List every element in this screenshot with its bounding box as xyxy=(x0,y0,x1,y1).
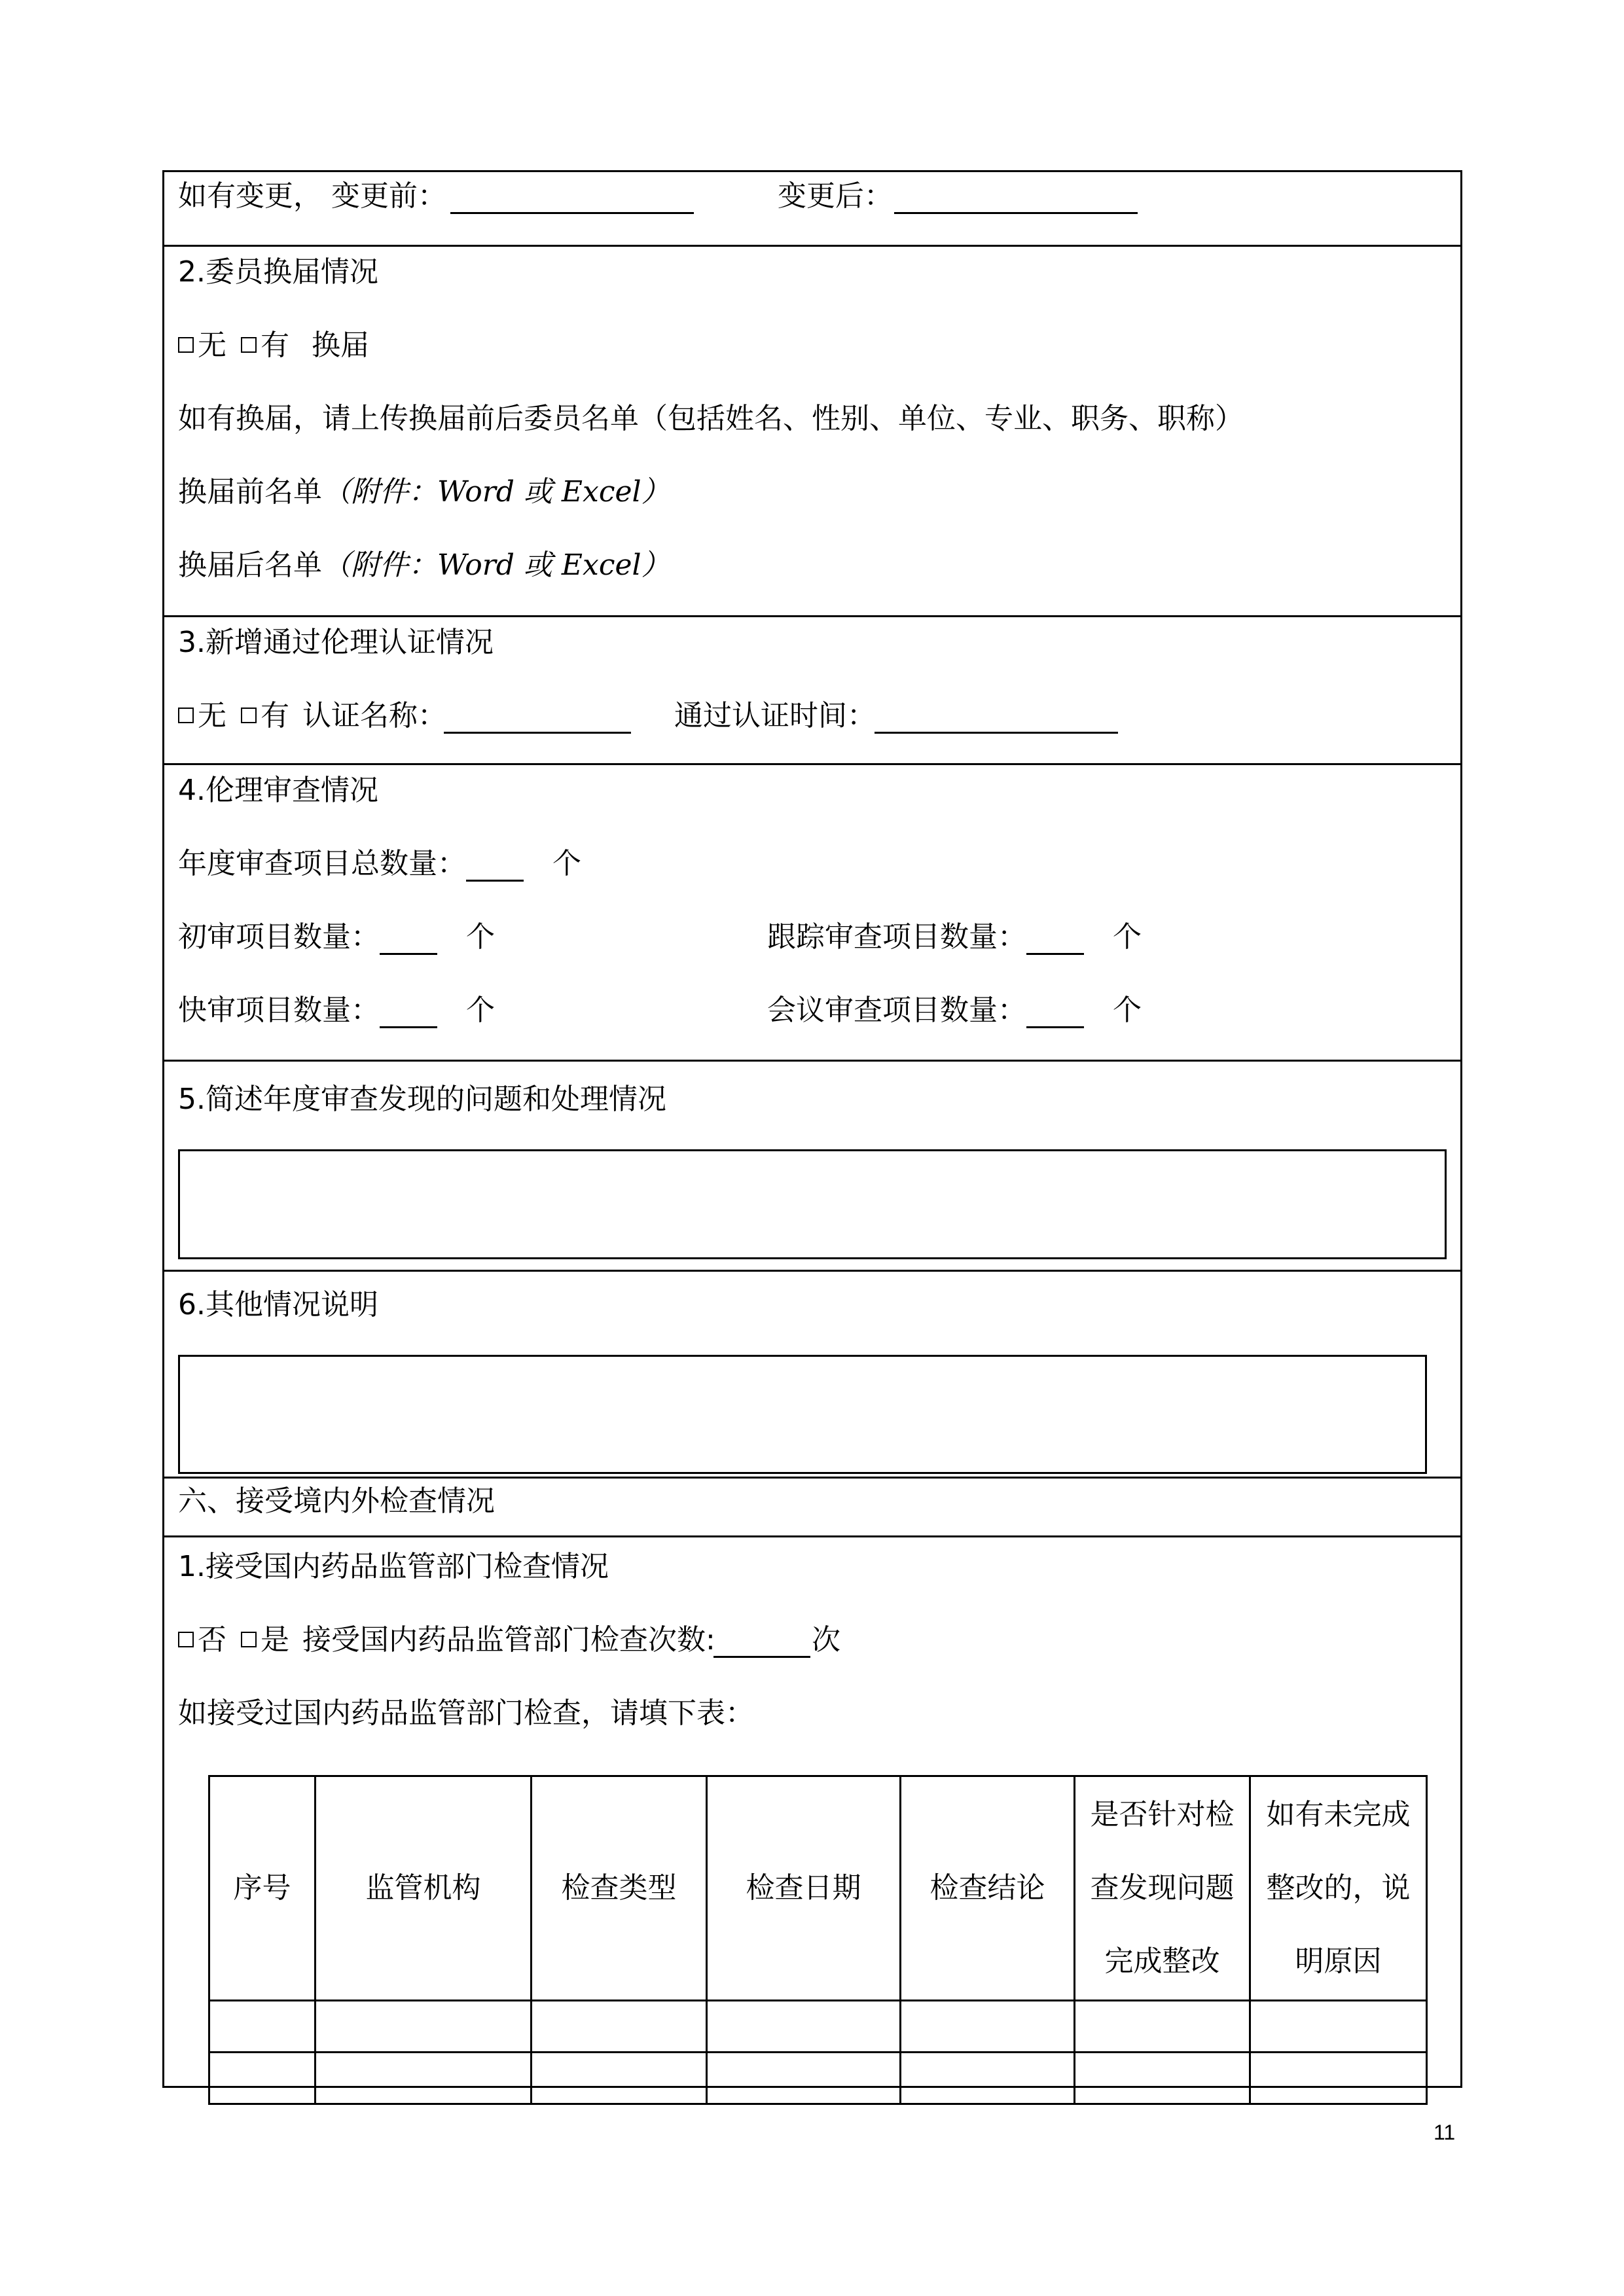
inspection-table xyxy=(208,1775,1428,2105)
change-after-label: 变更后： xyxy=(778,179,893,213)
s4-title: 4.伦理审查情况 xyxy=(178,774,378,807)
table-cell[interactable] xyxy=(1250,2001,1427,2053)
row-divider xyxy=(162,1270,1462,1272)
table-header-row xyxy=(209,1776,1427,2001)
table-cell[interactable] xyxy=(901,2001,1075,2053)
table-cell[interactable] xyxy=(707,2053,901,2104)
row-divider xyxy=(162,1060,1462,1062)
s4-total-label: 年度审查项目总数量： xyxy=(178,847,466,880)
s61-title: 1.接受国内药品监管部门检查情况 xyxy=(178,1550,609,1583)
row-divider xyxy=(162,1535,1462,1537)
s4-fast-blank[interactable] xyxy=(380,1026,437,1028)
s4-initial-unit: 个 xyxy=(466,920,495,954)
s6-title: 6.其他情况说明 xyxy=(178,1288,378,1321)
s61-count-label: 接受国内药品监管部门检查次数: xyxy=(302,1623,715,1657)
s6-textarea[interactable] xyxy=(178,1355,1427,1474)
table-cell[interactable] xyxy=(316,2001,532,2053)
table-cell[interactable] xyxy=(1075,2053,1250,2104)
col-header-agency: 监管机构 xyxy=(316,1776,532,2001)
s3-option-yes[interactable] xyxy=(241,699,289,733)
s3-option-no-label: 无 xyxy=(198,699,226,732)
s61-count-unit: 次 xyxy=(812,1623,840,1657)
s2-after-attachment[interactable]: （附件：Word 或 Excel） xyxy=(322,548,670,582)
s5-title: 5.简述年度审查发现的问题和处理情况 xyxy=(178,1083,666,1116)
checkbox-icon[interactable] xyxy=(241,337,257,353)
s4-meeting-label: 会议审查项目数量： xyxy=(767,994,1026,1027)
s2-instruction: 如有换届，请上传换届前后委员名单（包括姓名、性别、单位、专业、职务、职称） xyxy=(178,402,1244,435)
s2-option-no[interactable] xyxy=(178,329,226,363)
s4-meeting-unit: 个 xyxy=(1113,994,1142,1027)
s2-after-list xyxy=(178,548,670,583)
change-before-blank[interactable] xyxy=(450,212,694,214)
table-cell[interactable] xyxy=(532,2001,707,2053)
s5-textarea[interactable] xyxy=(178,1149,1447,1259)
change-after-blank[interactable] xyxy=(894,212,1138,214)
change-before-label: 如有变更， 变更前： xyxy=(178,179,446,213)
checkbox-icon[interactable] xyxy=(241,1632,257,1647)
table-cell[interactable] xyxy=(209,2053,316,2104)
s61-option-yes[interactable] xyxy=(241,1623,289,1657)
checkbox-icon[interactable] xyxy=(178,708,194,723)
table-cell[interactable] xyxy=(532,2053,707,2104)
s3-option-yes-label: 有 xyxy=(261,699,289,732)
table-cell[interactable] xyxy=(1250,2053,1427,2104)
s4-tracking-label: 跟踪审查项目数量： xyxy=(767,920,1026,954)
s4-initial-label: 初审项目数量： xyxy=(178,920,380,954)
s4-tracking-blank[interactable] xyxy=(1026,953,1084,955)
s61-instruction: 如接受过国内药品监管部门检查，请填下表： xyxy=(178,1696,754,1730)
s3-option-no[interactable] xyxy=(178,699,226,733)
s3-name-label: 认证名称： xyxy=(302,699,446,732)
checkbox-icon[interactable] xyxy=(241,708,257,723)
checkbox-icon[interactable] xyxy=(178,337,194,353)
s4-meeting-blank[interactable] xyxy=(1026,1026,1084,1028)
col-header-date: 检查日期 xyxy=(707,1776,901,2001)
s4-tracking-unit: 个 xyxy=(1113,920,1142,954)
s4-initial-blank[interactable] xyxy=(380,953,437,955)
row-divider xyxy=(162,245,1462,247)
s2-after-label: 换届后名单 xyxy=(178,548,322,582)
s4-fast-unit: 个 xyxy=(466,994,495,1027)
s61-option-no[interactable] xyxy=(178,1623,226,1657)
section6-title: 六、接受境内外检查情况 xyxy=(178,1484,495,1518)
s2-before-list xyxy=(178,475,670,509)
row-divider xyxy=(162,615,1462,617)
col-header-type: 检查类型 xyxy=(532,1776,707,2001)
s61-option-no-label: 否 xyxy=(198,1623,226,1657)
s2-option-no-label: 无 xyxy=(198,329,226,362)
s2-before-label: 换届前名单 xyxy=(178,475,322,509)
s61-count-blank[interactable] xyxy=(713,1656,810,1658)
s3-time-blank[interactable] xyxy=(875,732,1118,734)
s3-time-label: 通过认证时间： xyxy=(674,699,876,732)
s3-title: 3.新增通过伦理认证情况 xyxy=(178,626,494,659)
col-header-rectified: 是否针对检查发现问题完成整改 xyxy=(1075,1776,1250,2001)
s2-title: 2.委员换届情况 xyxy=(178,255,378,289)
table-row xyxy=(209,2053,1427,2104)
s4-total-blank[interactable] xyxy=(466,880,524,882)
s3-name-blank[interactable] xyxy=(444,732,631,734)
row-divider xyxy=(162,763,1462,765)
checkbox-icon[interactable] xyxy=(178,1632,194,1647)
s2-option-suffix: 换届 xyxy=(312,329,369,362)
col-header-reason: 如有未完成整改的，说明原因 xyxy=(1250,1776,1427,2001)
table-cell[interactable] xyxy=(209,2001,316,2053)
table-cell[interactable] xyxy=(901,2053,1075,2104)
page-number: 11 xyxy=(1434,2121,1456,2144)
s2-option-yes-label: 有 xyxy=(261,329,289,362)
table-row xyxy=(209,2001,1427,2053)
s4-fast-label: 快审项目数量： xyxy=(178,994,380,1027)
s61-option-yes-label: 是 xyxy=(261,1623,289,1657)
s2-option-yes[interactable] xyxy=(241,329,369,363)
table-cell[interactable] xyxy=(1075,2001,1250,2053)
row-divider xyxy=(162,1477,1462,1479)
table-cell[interactable] xyxy=(707,2001,901,2053)
col-header-index: 序号 xyxy=(209,1776,316,2001)
col-header-conclusion: 检查结论 xyxy=(901,1776,1075,2001)
table-cell[interactable] xyxy=(316,2053,532,2104)
s4-total-unit: 个 xyxy=(552,847,581,880)
s2-before-attachment[interactable]: （附件：Word 或 Excel） xyxy=(322,475,670,509)
